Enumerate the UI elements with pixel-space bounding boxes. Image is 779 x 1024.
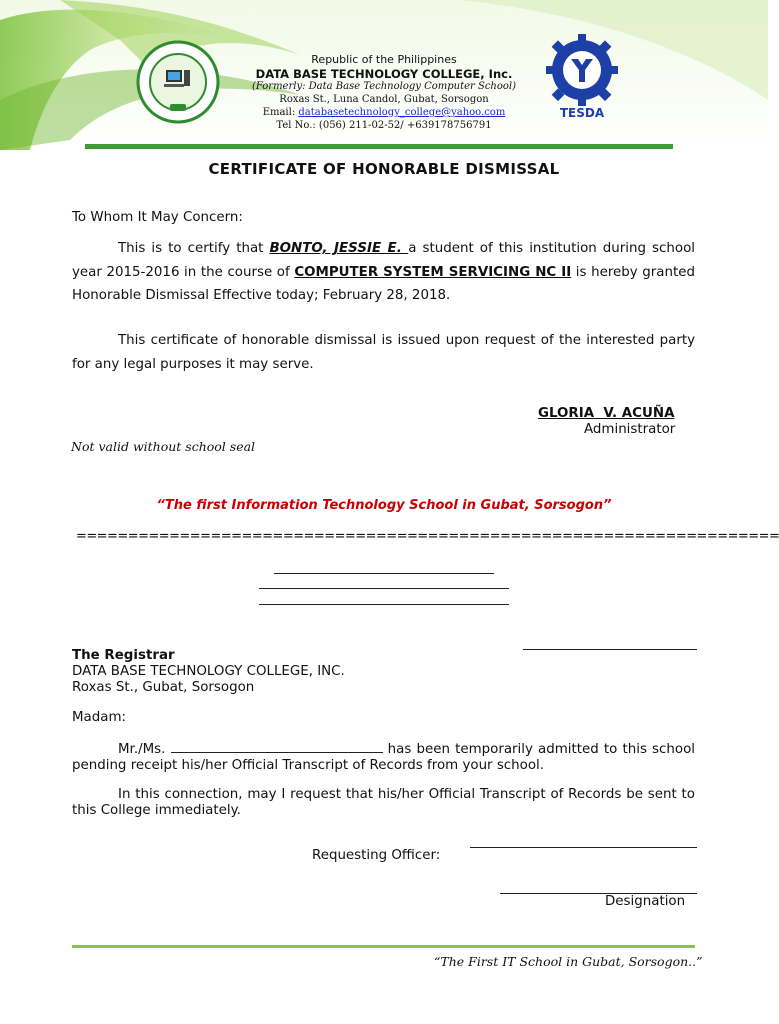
student-name-blank bbox=[171, 740, 383, 753]
certificate-paragraph-2: This certificate of honorable dismissal is issued upon request of the interested party for any legal purposes it may serve. bbox=[72, 333, 695, 372]
certificate-motto: “The first Information Technology School in Gubat, Sorsogon” bbox=[156, 498, 612, 513]
blank-line-1 bbox=[274, 573, 494, 574]
designation-label: Designation bbox=[605, 894, 686, 909]
student-name: BONTO, JESSIE E. bbox=[269, 241, 409, 256]
letterhead bbox=[0, 0, 768, 150]
separator-line: ==================================================================== bbox=[76, 529, 779, 544]
signatory-name: GLORIA V. ACUÑA bbox=[538, 406, 675, 421]
p1-mid: a student of this institution during school year 2015-2016 in the course of bbox=[72, 241, 695, 280]
requesting-officer-line bbox=[470, 847, 697, 848]
course-name: COMPUTER SYSTEM SERVICING NC II bbox=[294, 264, 572, 280]
blank-line-3 bbox=[259, 604, 509, 605]
header-formerly: (Formerly: Data Base Technology Computer School) bbox=[251, 81, 517, 92]
tesda-label: TESDA bbox=[559, 106, 605, 120]
signatory-title: Administrator bbox=[584, 422, 676, 437]
p1-pre: This is to certify that bbox=[118, 241, 270, 256]
p1-post-request: has been temporarily admitted to this school pending receipt his/her Official Transcript of Records from your school. bbox=[72, 742, 695, 773]
email-label: Email: bbox=[262, 107, 296, 118]
request-salutation: Madam: bbox=[72, 710, 127, 725]
footer-rule bbox=[72, 945, 695, 948]
header-email-line bbox=[0, 107, 768, 118]
certificate-paragraph-1 bbox=[72, 237, 695, 308]
email-link[interactable]: databasetechnology_college@yahoo.com bbox=[298, 107, 506, 118]
header-republic: Republic of the Philippines bbox=[311, 53, 457, 66]
footer-motto: “The First IT School in Gubat, Sorsogon..” bbox=[434, 954, 703, 969]
seal-note: Not valid without school seal bbox=[71, 439, 256, 454]
requesting-officer-label: Requesting Officer: bbox=[312, 848, 441, 863]
blank-line-2 bbox=[259, 588, 509, 589]
p1-post: is hereby granted Honorable Dismissal Effective today; February 28, 2018. bbox=[72, 264, 695, 303]
date-line bbox=[523, 649, 697, 650]
p1-pre-request: Mr./Ms. bbox=[118, 742, 171, 757]
salutation: To Whom It May Concern: bbox=[72, 210, 243, 225]
request-paragraph-1 bbox=[72, 740, 695, 774]
addressee-college: DATA BASE TECHNOLOGY COLLEGE, INC. bbox=[72, 664, 345, 679]
header-college-name: DATA BASE TECHNOLOGY COLLEGE, Inc. bbox=[255, 67, 513, 81]
header-tel: Tel No.: (056) 211-02-52/ +639178756791 bbox=[276, 120, 492, 131]
addressee: The Registrar bbox=[72, 648, 175, 663]
header-address: Roxas St., Luna Candol, Gubat, Sorsogon bbox=[279, 94, 489, 105]
addressee-address: Roxas St., Gubat, Sorsogon bbox=[72, 680, 255, 695]
certificate-title: CERTIFICATE OF HONORABLE DISMISSAL bbox=[208, 160, 560, 178]
request-paragraph-2: In this connection, may I request that his/her Official Transcript of Records be sent to this College immediately. bbox=[72, 787, 695, 818]
